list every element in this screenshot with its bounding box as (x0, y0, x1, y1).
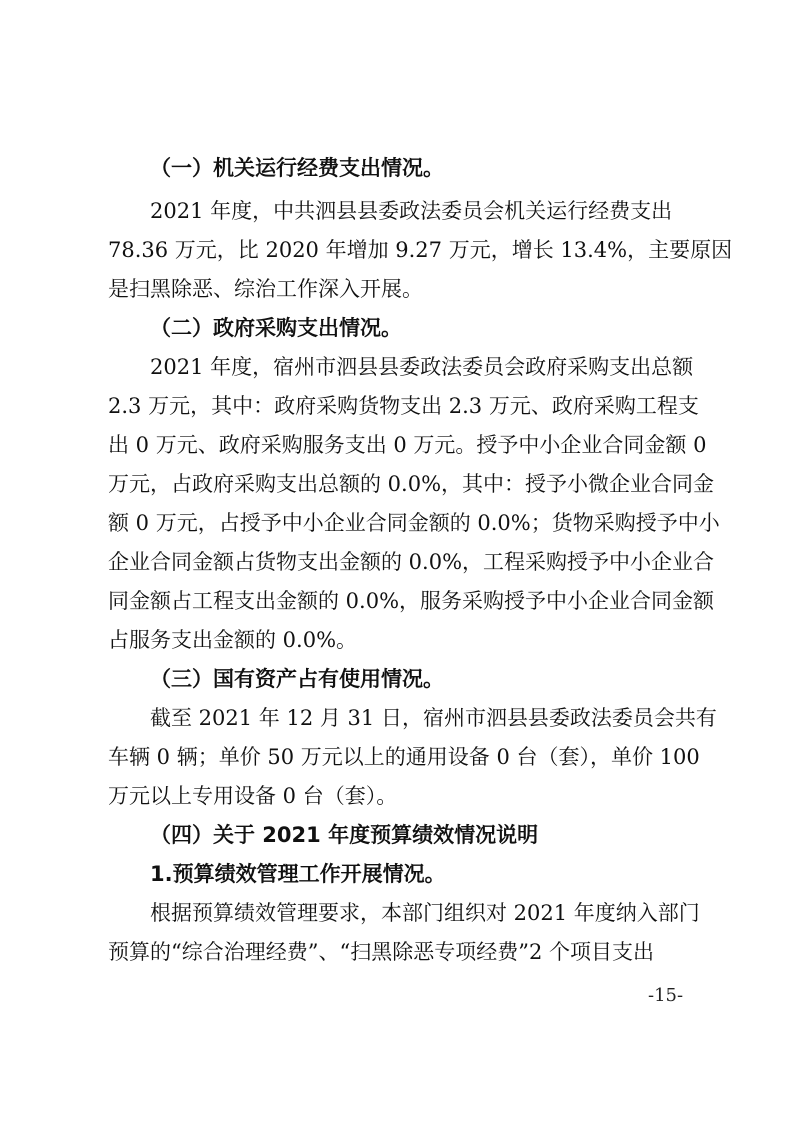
section-heading-1: （一）机关运行经费支出情况。 (150, 156, 444, 180)
paragraph-line: 企业合同金额占货物支出金额的 0.0%，工程采购授予中小企业合 (108, 550, 715, 574)
paragraph-line: 占服务支出金额的 0.0%。 (108, 628, 358, 652)
paragraph-line: 万元以上专用设备 0 台（套）。 (108, 784, 398, 808)
section-heading-4: （四）关于 2021 年度预算绩效情况说明 (150, 823, 539, 847)
section-heading-2: （二）政府采购支出情况。 (150, 316, 402, 340)
paragraph-line: 出 0 万元、政府采购服务支出 0 万元。授予中小企业合同金额 0 (108, 433, 707, 457)
paragraph-line: 是扫黑除恶、综治工作深入开展。 (108, 277, 423, 301)
paragraph-line: 根据预算绩效管理要求，本部门组织对 2021 年度纳入部门 (150, 901, 700, 925)
subsection-heading: 1.预算绩效管理工作开展情况。 (150, 862, 446, 886)
paragraph-line: 同金额占工程支出金额的 0.0%，服务采购授予中小企业合同金额 (108, 589, 715, 613)
paragraph-line: 2021 年度，中共泗县县委政法委员会机关运行经费支出 (150, 199, 673, 223)
section-heading-3: （三）国有资产占有使用情况。 (150, 667, 444, 691)
paragraph-line: 78.36 万元，比 2020 年增加 9.27 万元，增长 13.4%，主要原因 (108, 238, 733, 262)
paragraph-line: 预算的“综合治理经费”、“扫黑除恶专项经费”2 个项目支出 (108, 940, 654, 964)
paragraph-line: 2.3 万元，其中：政府采购货物支出 2.3 万元、政府采购工程支 (108, 394, 699, 418)
paragraph-line: 车辆 0 辆；单价 50 万元以上的通用设备 0 台（套），单价 100 (108, 745, 700, 769)
paragraph-line: 2021 年度，宿州市泗县县委政法委员会政府采购支出总额 (150, 355, 694, 379)
page-number: -15- (648, 985, 684, 1006)
paragraph-line: 万元，占政府采购支出总额的 0.0%，其中：授予小微企业合同金 (108, 472, 715, 496)
paragraph-line: 额 0 万元，占授予中小企业合同金额的 0.0%；货物采购授予中小 (108, 511, 720, 535)
paragraph-line: 截至 2021 年 12 月 31 日，宿州市泗县县委政法委员会共有 (150, 706, 717, 730)
